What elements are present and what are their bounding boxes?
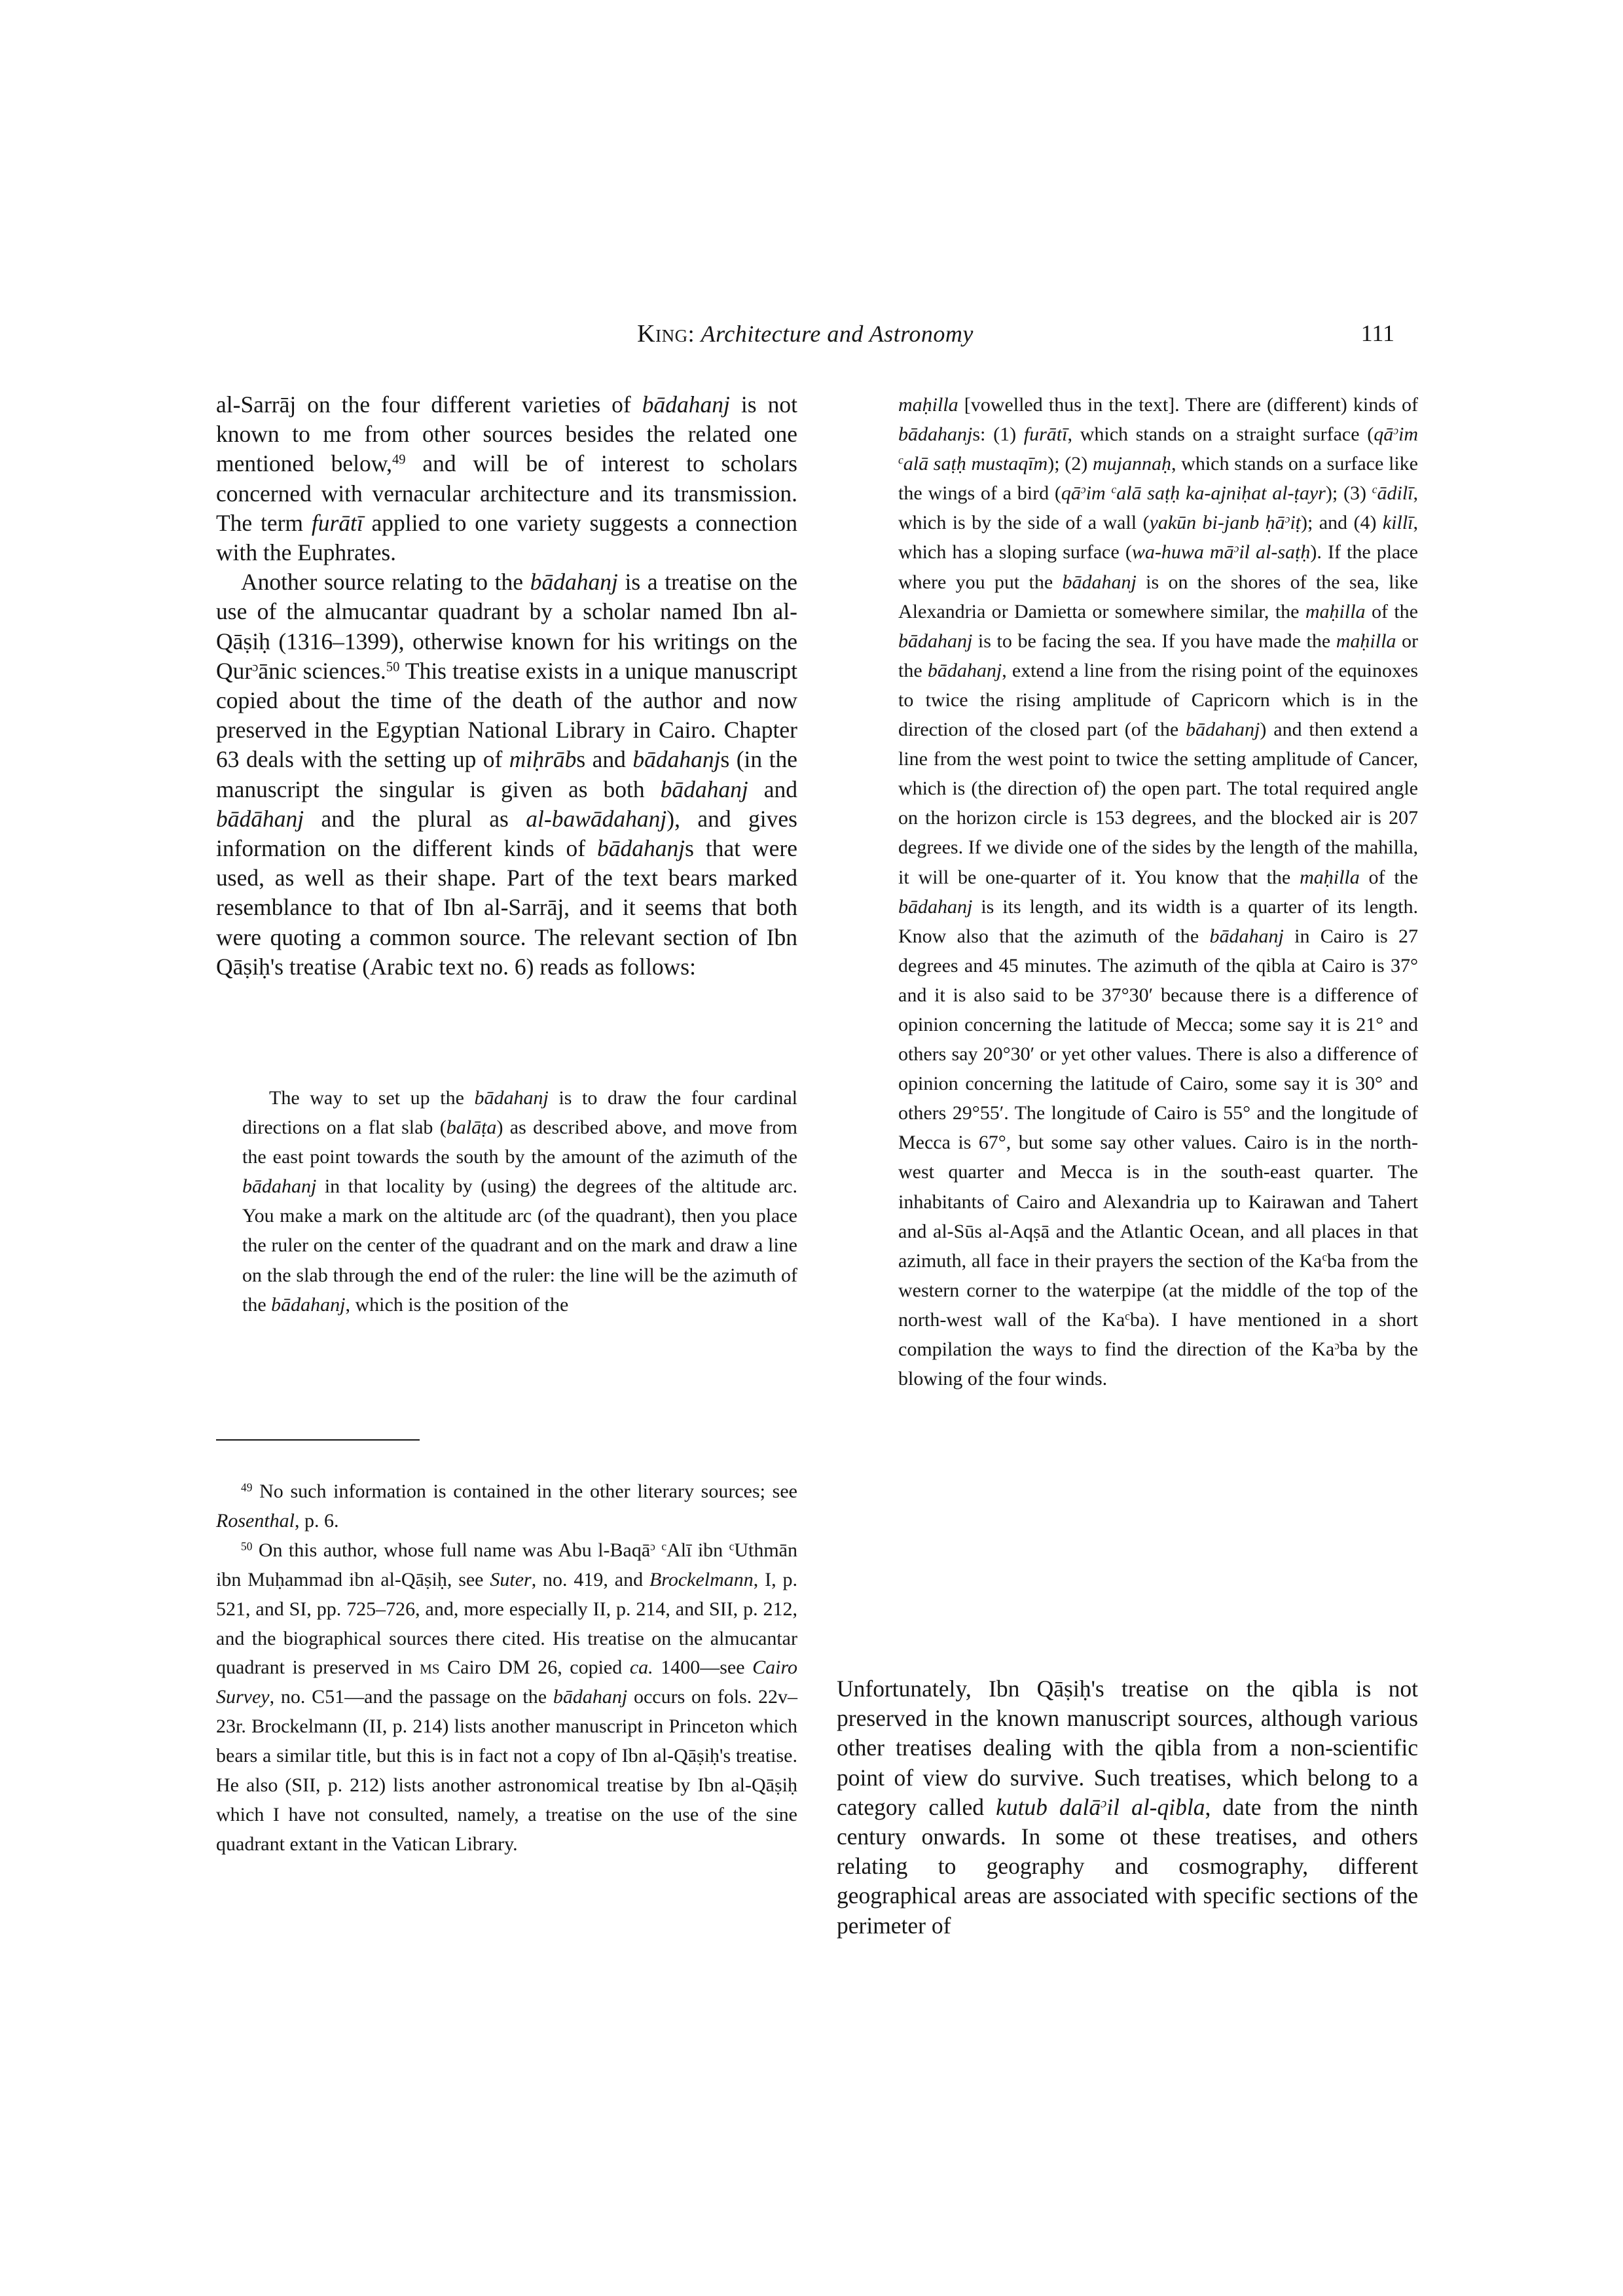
header-author: King: [637, 320, 688, 348]
header-title: Architecture and Astronomy: [701, 321, 974, 347]
page-number: 111: [1360, 320, 1395, 346]
right-column-quote-continuation: maḥilla [vowelled thus in the text]. There are (different) kinds of bādahanjs: (1) furātī, which stands on a straight surface ($qā^ɔim$ $^c$alā saṭḥ mustaqīm); (2) mujannaḥ, which stands on a surface like the wings of a bird ($qā^ɔim$ $^c$alā saṭḥ ka-ajniḥat al-ṭayr); (3) $^c$ādilī, which is by the side of a wall (yakūn bi-janb ḥā$^ɔ$iṭ); and (4) killī, which has a sloping surface (wa-huwa $mā^ɔil$ al-saṭḥ). If the place where you put the bādahanj is on the shores of the sea, like Alexandria or Damietta or somewhere similar, the maḥilla of the bādahanj is to be facing the sea. If you have made the maḥilla or the bādahanj, extend a line from the rising point of the equinoxes to twice the rising amplitude of Capricorn which is in the direction of the closed part (of the bādahanj) and then extend a line from the west point to twice the setting amplitude of Cancer, which is (the direction of) the open part. The total required angle on the horizon circle is 153 degrees, and the blocked air is 207 degrees. If we divide one of the sides by the length of the mahilla, it will be one-quarter of it. You know that the maḥilla of the bādahanj is its length, and its width is a quarter of its length. Know also that the azimuth of the bādahanj in Cairo is 27 degrees and 45 minutes. The azimuth of the qibla at Cairo is 37° and it is also said to be 37°30′ because there is a difference of opinion concerning the latitude of Mecca; some say it is 21° and others say 20°30′ or yet other values. There is also a difference of opinion concerning the latitude of Cairo, some say it is 30° and others 29°55′. The longitude of Cairo is 55° and the longitude of Mecca is 67°, but some say other values. Cairo is in the north-west quarter and Mecca is in the south-east quarter. The inhabitants of Cairo and Alexandria up to Kairawan and Tahert and al-Sūs al-Aqṣā and the Atlantic Ocean, and all places in that azimuth, all face in their prayers the section of the Ka$^c$ba from the western corner to the waterpipe (at the middle of the top of the north-west wall of the Ka$^c$ba). I have mentioned in a short compilation the ways to find the direction of the $Ka^ɔba$ by the blowing of the four winds.: [898, 394, 1419, 1390]
footnotes: [216, 1477, 797, 1859]
running-title: [216, 319, 1395, 348]
paragraph-1: al-Sarrāj on the four different varieties of bādahanj is not known to me from other sources besides the related one mentioned below,$^{49}$ and will be of interest to scholars concerned with vernacular architecture and its transmission. The term furātī applied to one variety suggests a connection with the Euphrates.: [216, 391, 797, 566]
running-header: [216, 319, 1395, 359]
paragraph-2: Another source relating to the bādahanj is a treatise on the use of the almucantar quadrant by a scholar named Ibn al-Qāṣiḥ (1316–1399), otherwise known for his writings on the Qur$^ɔ$ānic sciences.$^{50}$ This treatise exists in a unique manuscript copied about the time of the death of the author and now preserved in the Egyptian National Library in Cairo. Chapter 63 deals with the setting up of miḥrābs and bādahanjs (in the manuscript the singular is given as both bādahanj and bādāhanj and the plural as al-bawādahanj), and gives information on the different kinds of bādahanjs that were used, as well as their shape. Part of the text bears marked resemblance to that of Ibn al-Sarrāj, and it seems that both were quoting a common source. The relevant section of Ibn Qāṣiḥ's treatise (Arabic text no. 6) reads as follows:: [216, 569, 798, 980]
footnote-rule: [216, 1439, 420, 1441]
footnote-49: $^{49}$ No such information is contained in the other literary sources; see Rosenthal, p. 6.: [216, 1480, 797, 1532]
right-column-paragraph: Unfortunately, Ibn Qāṣiḥ's treatise on the qibla is not preserved in the known manuscript sources, although various other treatises dealing with the qibla from a non-scientific point of view do survive. Such treatises, which belong to a category called kutub dalā$^ɔ$il al-qibla, date from the ninth century onwards. In some ot these treatises, and others relating to geography and cosmography, different geographical areas are associated with specific sections of the perimeter of: [837, 1676, 1419, 1939]
footnote-50: $^{50}$ On this author, whose full name was Abu l-Baqā$^ɔ$ $^c$Alī ibn $^c$Uthmān ibn Muḥammad ibn al-Qāṣiḥ, see Suter, no. 419, and Brockelmann, I, p. 521, and SI, pp. 725–726, and, more especially II, p. 214, and SII, p. 212, and the biographical sources there cited. His treatise on the almucantar quadrant is preserved in ms Cairo DM 26, copied ca. 1400—see Cairo Survey, no. C51—and the passage on the bādahanj occurs on fols. 22v–23r. Brockelmann (II, p. 214) lists another manuscript in Princeton which bears a similar title, but this is in fact not a copy of Ibn al-Qāṣiḥ's treatise. He also (SII, p. 212) lists another astronomical treatise by Ibn al-Qāṣiḥ which I have not consulted, namely, a treatise on the use of the sine quadrant extant in the Vatican Library.: [216, 1539, 798, 1855]
block-quote: The way to set up the bādahanj is to draw the four cardinal directions on a flat slab (balāṭa) as described above, and move from the east point towards the south by the amount of the azimuth of the bādahanj in that locality by (using) the degrees of the altitude arc. You make a mark on the altitude arc (of the quadrant), then you place the ruler on the center of the quadrant and on the mark and draw a line on the slab through the end of the ruler: the line will be the azimuth of the bādahanj, which is the position of the: [242, 1087, 797, 1316]
left-column: [216, 390, 797, 982]
header-separator: :: [687, 321, 701, 347]
